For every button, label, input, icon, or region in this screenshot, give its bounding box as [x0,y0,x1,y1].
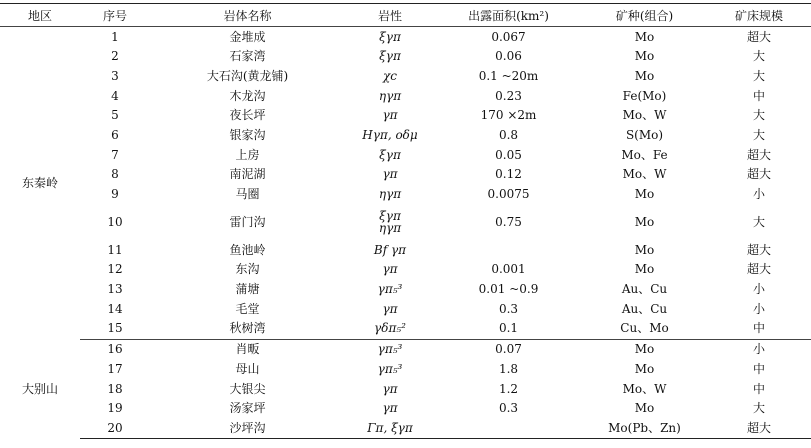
lithology-text: ηγπ [378,187,402,202]
scale-cell: 中 [707,319,811,339]
deposit-table [0,3,811,439]
header-lithology: 岩性 [345,4,435,27]
number-cell: 1 [111,29,119,44]
number-cell: 2 [111,49,119,64]
table-row [0,106,811,126]
area-cell: 0.23 [495,88,522,103]
lithology-text: γπ [382,108,398,123]
lithology-cell [345,165,435,185]
table-row [0,319,811,339]
lithology-cell [345,280,435,300]
area-cell: 0.001 [491,262,526,277]
area-cell: 0.1 ~20m [478,68,539,83]
header-row [0,4,811,27]
area-cell [435,240,582,260]
lithology-cell [345,125,435,145]
scale-cell: 大 [752,68,765,83]
number-cell: 10 [107,214,123,229]
header-outcrop-area: 出露面积(km²) [435,4,582,27]
table-row [0,240,811,260]
table-row [0,379,811,399]
scale-cell: 大 [752,108,765,123]
area-cell [435,418,582,438]
scale-cell: 超大 [746,242,771,257]
lithology-cell [345,299,435,319]
lithology-text: ξγπ [379,49,401,64]
lithology-text: γπ [382,401,398,416]
scale-cell: 小 [752,342,765,357]
table-row [0,280,811,300]
scale-cell: 大 [752,127,765,142]
name-cell: 石家湾 [229,49,266,64]
lithology-cell [345,185,435,205]
scale-cell: 大 [752,401,765,416]
lithology-cell [345,260,435,280]
area-cell: 0.0075 [487,187,530,202]
name-cell: 上房 [235,147,260,162]
mineral-cell: Mo [634,242,655,257]
mineral-cell: Mo [634,49,655,64]
lithology-text: ξγπ [379,29,401,44]
number-cell: 7 [111,147,119,162]
number-cell: 20 [80,418,150,438]
scale-cell: 中 [752,361,765,376]
mineral-cell: Au、Cu [621,282,668,297]
name-cell: 大银尖 [229,381,266,396]
scale-cell: 超大 [707,418,811,438]
lithology-text: γπ [382,262,398,277]
lithology-text: Bf γπ [373,242,407,257]
table-row [0,260,811,280]
lithology-cell [345,379,435,399]
table-row [0,339,811,359]
number-cell: 15 [80,319,150,339]
area-cell: 0.12 [495,167,522,182]
name-cell: 大石沟(黄龙铺) [206,68,289,83]
number-cell: 18 [107,381,123,396]
number-cell: 11 [107,242,123,257]
lithology-text: ξγπ [379,208,401,223]
mineral-cell: Mo、W [622,381,667,396]
mineral-cell: Fe(Mo) [622,88,667,103]
mineral-cell: Mo [634,342,655,357]
lithology-cell [345,204,435,240]
area-cell: 1.2 [498,381,519,396]
name-cell: 夜长坪 [229,108,266,123]
number-cell: 14 [107,301,123,316]
number-cell: 17 [107,361,123,376]
table-row [0,125,811,145]
table-row [0,145,811,165]
name-cell: 汤家坪 [229,401,266,416]
scale-cell: 小 [752,282,765,297]
mineral-cell: Mo [634,29,655,44]
region-cell: 东秦岭 [21,175,58,190]
number-cell: 19 [107,401,123,416]
number-cell: 4 [111,88,119,103]
lithology-text: γπ [382,381,398,396]
name-cell: 南泥湖 [229,167,266,182]
name-cell: 母山 [235,361,260,376]
number-cell: 9 [111,187,119,202]
name-cell: 沙坪沟 [150,418,345,438]
table-row [0,299,811,319]
name-cell: 东沟 [235,262,260,277]
lithology-text: Γπ, ξγπ [367,420,413,435]
table-row [0,165,811,185]
table-row [0,359,811,379]
scale-cell: 超大 [746,262,771,277]
lithology-cell [345,359,435,379]
lithology-cell [345,418,435,438]
lithology-text: Hγπ, οδμ [362,127,418,142]
mineral-cell: Mo、W [622,167,667,182]
scale-cell: 超大 [746,167,771,182]
area-cell: 0.1 [435,319,582,339]
name-cell: 鱼池岭 [229,242,266,257]
mineral-cell: Mo [634,401,655,416]
name-cell: 马圈 [235,187,260,202]
mineral-cell: Mo、W [622,108,667,123]
name-cell: 秋树湾 [150,319,345,339]
table-row [0,185,811,205]
lithology-text: γπ₅³ [377,282,403,297]
area-cell: 170 ×2m [480,108,537,123]
mineral-cell: Cu、Mo [582,319,707,339]
table-row [0,204,811,240]
area-cell: 0.067 [491,29,526,44]
table-body [0,27,811,439]
mineral-cell: Au、Cu [621,301,668,316]
lithology-text: γπ₅³ [377,361,403,376]
lithology-cell [345,339,435,359]
area-cell: 1.8 [498,361,519,376]
table-row [0,47,811,67]
header-number: 序号 [80,4,150,27]
header-region: 地区 [0,4,80,27]
lithology-cell [345,66,435,86]
table-row [0,86,811,106]
region-cell: 大别山 [21,381,58,396]
lithology-cell [345,86,435,106]
lithology-cell [345,399,435,419]
mineral-cell: Mo [634,262,655,277]
lithology-cell [345,319,435,339]
lithology-text: ηγπ [378,221,402,236]
name-cell: 银家沟 [229,127,266,142]
mineral-cell: S(Mo) [625,127,664,142]
name-cell: 金堆成 [229,29,266,44]
header-mineral-type: 矿种(组合) [582,4,707,27]
lithology-cell [345,240,435,260]
scale-cell: 中 [752,381,765,396]
name-cell: 毛堂 [235,301,260,316]
lithology-cell [345,106,435,126]
number-cell: 5 [111,108,119,123]
mineral-cell: Mo、Fe [621,147,668,162]
mineral-cell: Mo(Pb、Zn) [582,418,707,438]
name-cell: 雷门沟 [229,214,266,229]
mineral-cell: Mo [634,187,655,202]
mineral-cell: Mo [634,214,655,229]
area-cell: 0.05 [495,147,522,162]
header-rock-body-name: 岩体名称 [150,4,345,27]
mineral-cell: Mo [634,361,655,376]
area-cell: 0.01 ~0.9 [478,282,539,297]
lithology-text: ξγπ [379,147,401,162]
lithology-cell [345,27,435,47]
area-cell: 0.07 [495,342,522,357]
lithology-text: ηγπ [378,88,402,103]
number-cell: 13 [107,282,123,297]
lithology-cell [345,145,435,165]
name-cell: 木龙沟 [229,88,266,103]
number-cell: 16 [107,342,123,357]
area-cell: 0.3 [498,401,519,416]
scale-cell: 超大 [746,29,771,44]
number-cell: 3 [111,68,119,83]
number-cell: 12 [107,262,123,277]
table-row [0,418,811,438]
name-cell: 蒲塘 [235,282,260,297]
lithology-cell [345,47,435,67]
number-cell: 6 [111,127,119,142]
area-cell: 0.06 [495,49,522,64]
scale-cell: 小 [752,301,765,316]
table-row [0,66,811,86]
scale-cell: 大 [752,49,765,64]
area-cell: 0.3 [498,301,519,316]
area-cell: 0.8 [498,127,519,142]
number-cell: 8 [111,167,119,182]
table-row [0,399,811,419]
header-deposit-scale: 矿床规模 [707,4,811,27]
lithology-text: γπ [382,301,398,316]
lithology-text: χc [383,68,397,83]
scale-cell: 大 [752,214,765,229]
lithology-text: γδπ₅² [374,321,406,336]
area-cell: 0.75 [495,214,522,229]
mineral-cell: Mo [634,68,655,83]
lithology-text: γπ₅³ [377,342,403,357]
name-cell: 肖畈 [235,342,260,357]
table-row [0,27,811,47]
lithology-text: γπ [382,167,398,182]
scale-cell: 小 [752,187,765,202]
scale-cell: 超大 [746,147,771,162]
scale-cell: 中 [752,88,765,103]
